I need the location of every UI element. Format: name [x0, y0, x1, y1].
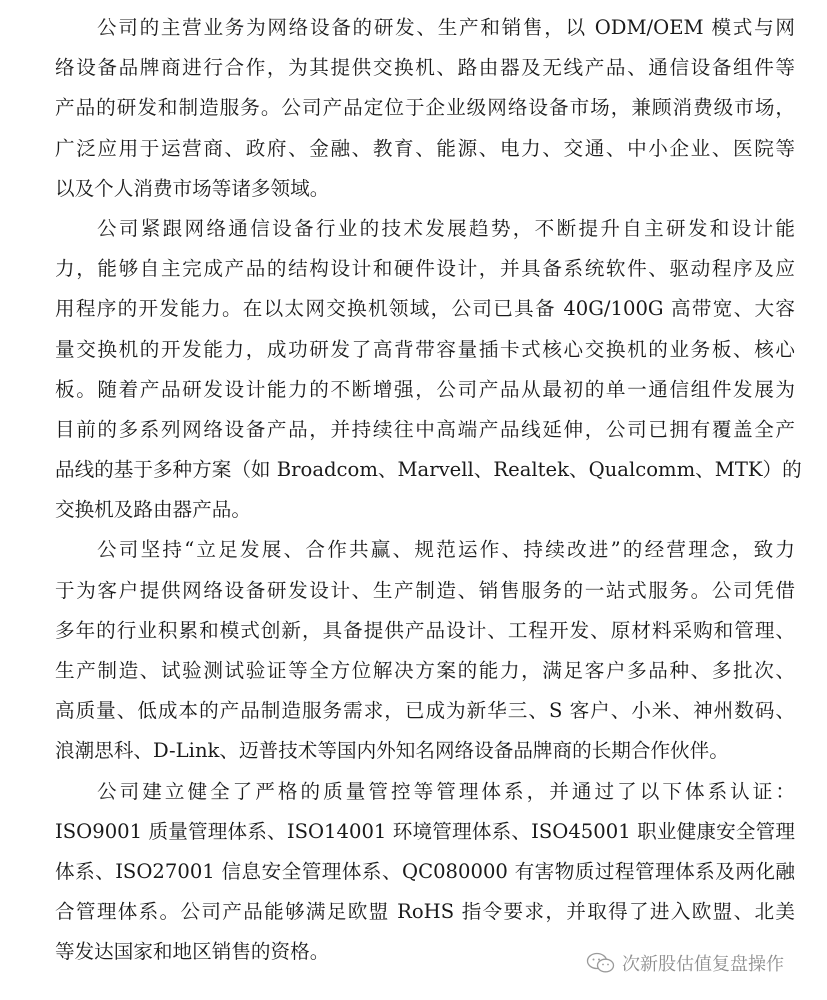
- text-line: 生产制造、试验测试验证等全方位解决方案的能力，满足客户多品种、多批次、: [55, 659, 795, 682]
- paragraph-technology: [55, 209, 802, 531]
- text-line: 合管理体系。公司产品能够满足欧盟 RoHS 指令要求，并取得了进入欧盟、北美: [55, 900, 795, 924]
- text-line: 以及个人消费市场等诸多领域。: [55, 176, 330, 200]
- text-line: 高质量、低成本的产品制造服务需求，已成为新华三、S 客户、小米、神州数码、: [55, 699, 795, 723]
- text-line: 量交换机的开发能力，成功研发了高背带容量插卡式核心交换机的业务板、核心: [55, 337, 795, 361]
- watermark-text: 次新股估值复盘操作: [622, 954, 784, 975]
- text-line: 用程序的开发能力。在以太网交换机领域，公司已具备 40G/100G 高带宽、大容: [55, 297, 795, 321]
- watermark: [586, 950, 784, 976]
- text-line: 体系、ISO27001 信息安全管理体系、QC080000 有害物质过程管理体系及两化融: [55, 859, 795, 883]
- text-line: 等发达国家和地区销售的资格。: [55, 940, 330, 964]
- text-line: 公司的主营业务为网络设备的研发、生产和销售，以 ODM/OEM 模式与网: [97, 16, 795, 39]
- text-line: 公司紧跟网络通信设备行业的技术发展趋势，不断提升自主研发和设计能: [97, 216, 795, 240]
- document-body: [55, 8, 802, 973]
- text-line: 公司建立健全了严格的质量管控等管理体系，并通过了以下体系认证：: [97, 779, 795, 803]
- text-line: 力，能够自主完成产品的结构设计和硬件设计，并具备系统软件、驱动程序及应: [55, 257, 795, 281]
- paragraph-certification: [55, 772, 795, 973]
- text-line: 络设备品牌商进行合作，为其提供交换机、路由器及无线产品、通信设备组件等: [55, 56, 795, 80]
- text-line: 品线的基于多种方案（如 Broadcom、Marvell、Realtek、Qualcomm、MTK）的: [55, 458, 802, 482]
- text-line: 交换机及路由器产品。: [55, 498, 251, 522]
- paragraph-business: [55, 8, 795, 209]
- wechat-icon: [586, 952, 616, 974]
- text-line: 公司坚持“立足发展、合作共赢、规范运作、持续改进”的经营理念，致力: [97, 538, 795, 562]
- text-line: 产品的研发和制造服务。公司产品定位于企业级网络设备市场，兼顾消费级市场，: [55, 96, 795, 120]
- paragraph-philosophy: [55, 530, 795, 771]
- text-line: 多年的行业积累和模式创新，具备提供产品设计、工程开发、原材料采购和管理、: [55, 618, 795, 642]
- text-line: 目前的多系列网络设备产品，并持续往中高端产品线延伸，公司已拥有覆盖全产: [55, 417, 795, 441]
- text-line: 于为客户提供网络设备研发设计、生产制造、销售服务的一站式服务。公司凭借: [55, 578, 795, 602]
- text-line: 广泛应用于运营商、政府、金融、教育、能源、电力、交通、中小企业、医院等: [55, 136, 795, 160]
- text-line: ISO9001 质量管理体系、ISO14001 环境管理体系、ISO45001 职业健康安全管理: [55, 819, 795, 843]
- text-line: 浪潮思科、D-Link、迈普技术等国内外知名网络设备品牌商的长期合作伙伴。: [55, 739, 729, 763]
- text-line: 板。随着产品研发设计能力的不断增强，公司产品从最初的单一通信组件发展为: [55, 377, 795, 401]
